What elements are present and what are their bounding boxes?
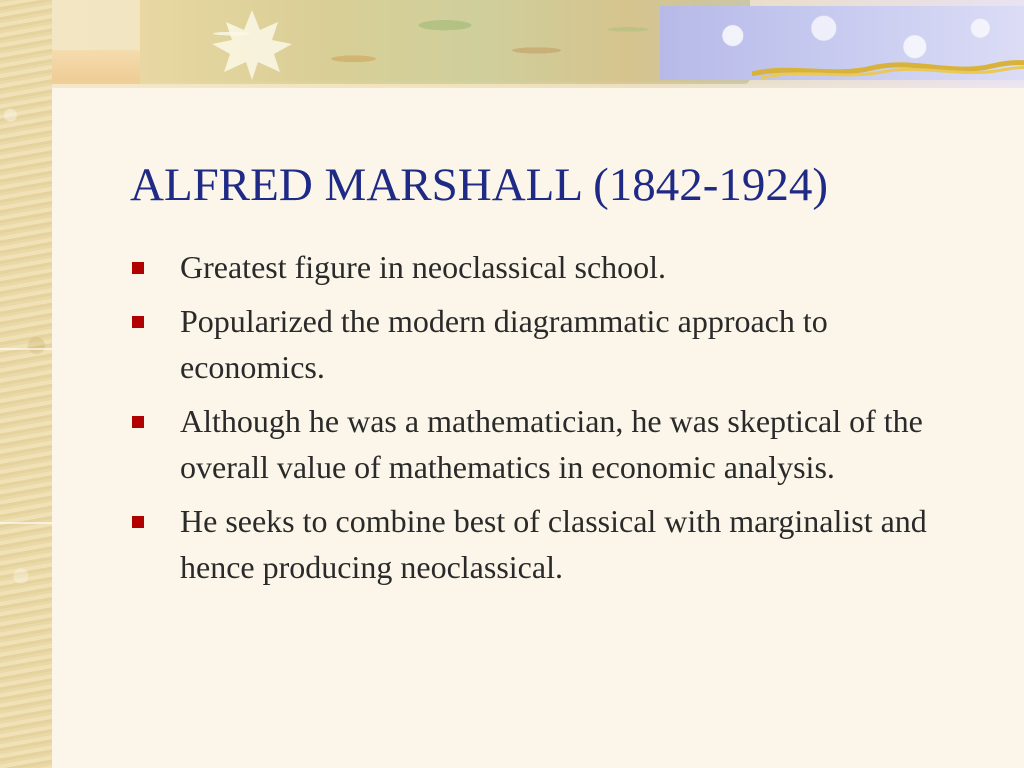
strip-seam: [0, 522, 52, 524]
bullet-text: Although he was a mathematician, he was skeptical of the overall value of mathematics in economic analysis.: [180, 403, 923, 485]
bullet-item: [130, 498, 960, 590]
square-bullet-icon: [132, 316, 144, 328]
bullet-item: [130, 398, 960, 490]
square-bullet-icon: [132, 416, 144, 428]
square-bullet-icon: [132, 262, 144, 274]
slide-content: [52, 88, 1024, 768]
maple-leaf-icon: [192, 6, 312, 82]
strip-seam: [0, 348, 52, 350]
bullet-item: [130, 244, 960, 290]
slide-title: ALFRED MARSHALL (1842-1924): [130, 159, 829, 211]
bullet-item: [130, 298, 960, 390]
banner-parchment-block: [52, 50, 150, 84]
square-bullet-icon: [132, 516, 144, 528]
bullet-text: Popularized the modern diagrammatic approach to economics.: [180, 303, 828, 385]
golden-grass-decoration: [752, 56, 1024, 82]
top-decorative-banner: [52, 0, 1024, 88]
bullet-text: He seeks to combine best of classical with marginalist and hence producing neoclassical.: [180, 503, 927, 585]
left-parchment-strip: [0, 0, 52, 768]
bullet-text: Greatest figure in neoclassical school.: [180, 249, 667, 285]
bullet-list: [130, 244, 960, 598]
